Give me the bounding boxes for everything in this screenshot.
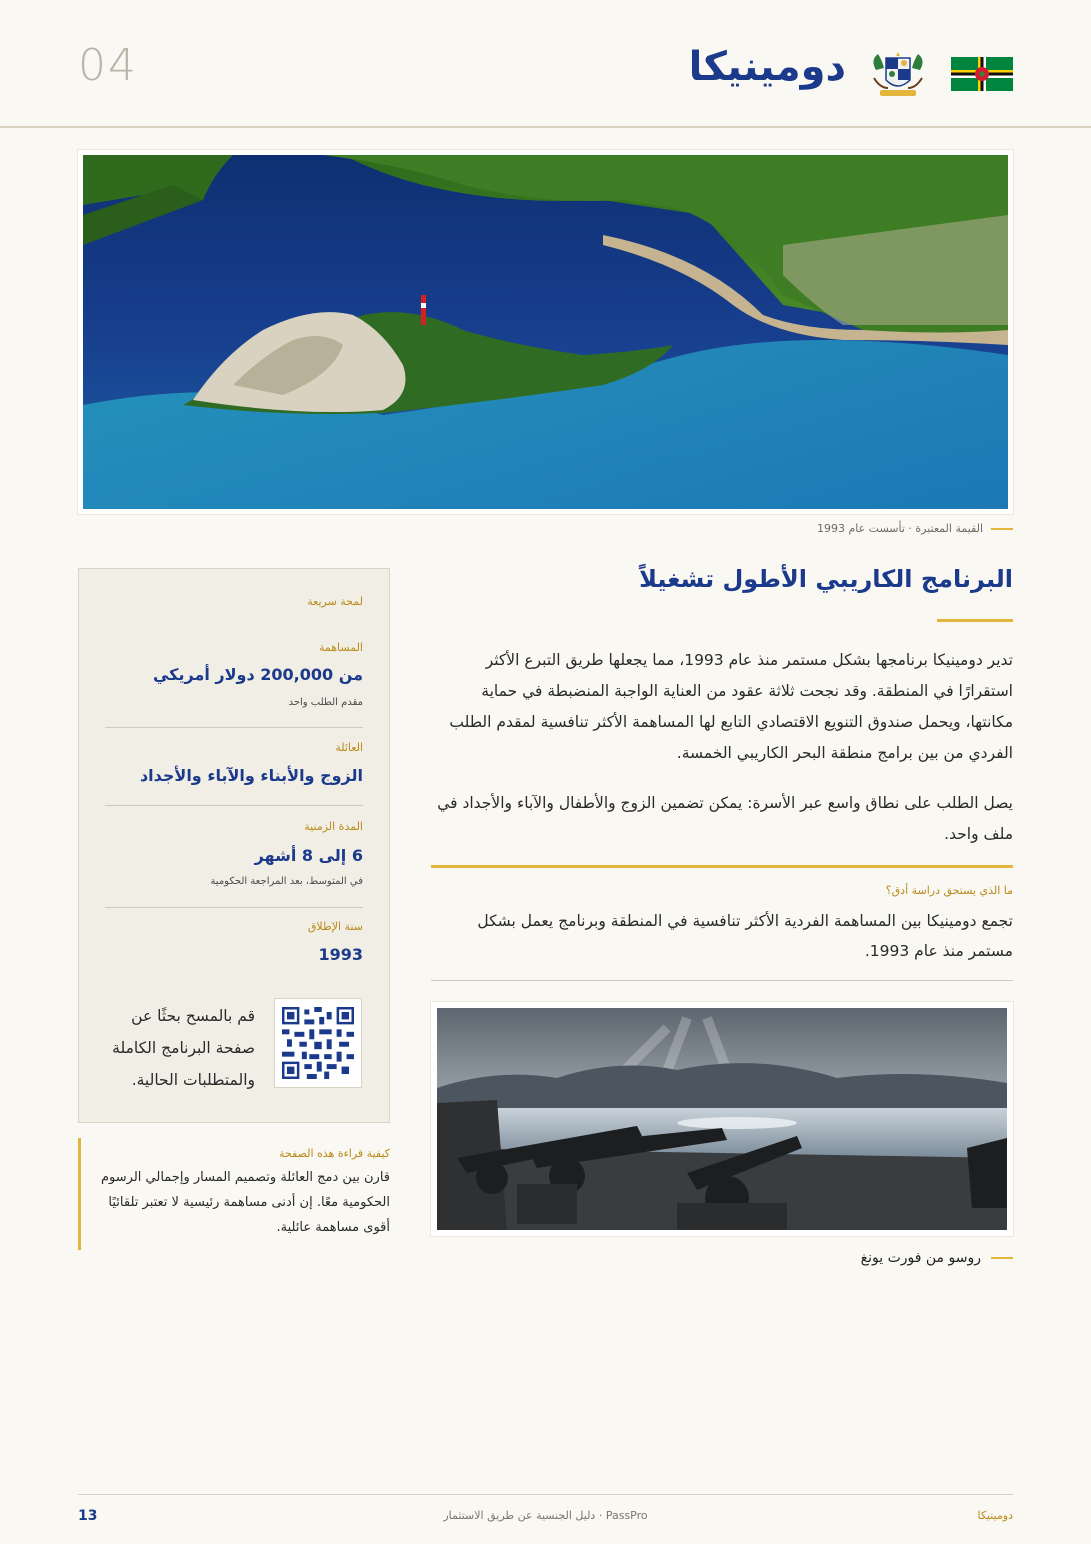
qr-code-icon — [275, 999, 361, 1087]
footer-page-number: 13 — [78, 1508, 98, 1524]
facts-divider — [105, 727, 363, 728]
page-number: 04 — [78, 40, 138, 91]
family-value: الزوج والأبناء والآباء والأجداد — [139, 766, 363, 785]
heading-underline — [937, 619, 1013, 622]
hero-caption — [817, 522, 1013, 535]
callout-bottom-rule — [431, 980, 1013, 981]
footer-country: دومينيكا — [977, 1509, 1013, 1522]
header-divider — [0, 126, 1091, 128]
duration-value: 6 إلى 8 أشهر — [254, 846, 363, 865]
body-paragraph-1: تدير دومينيكا برنامجها بشكل مستمر منذ عام 1993، مما يجعلها طريق التبرع الأكثر استقرارًا في المنطقة. وقد نجحت ثلاثة عقود من العناية الواجبة المنضبطة في حماية مكانتها، ويحمل صندوق التنويع الاقتصادي التابع لها المساهمة الأكثر تنافسية لمقدم الطلب الفردي من بين برامج منطقة البحر الكاريبي الخمسة. — [449, 651, 1013, 762]
howto-label: كيفية قراءة هذه الصفحة — [279, 1147, 390, 1160]
duration-sub: في المتوسط، بعد المراجعة الحكومية — [210, 876, 363, 887]
hero-caption-text: القيمة المعتبرة · تأسست عام 1993 — [816, 522, 983, 535]
page-title: دومينيكا — [688, 44, 846, 90]
contribution-label: المساهمة — [319, 641, 363, 654]
photo2-caption-text: روسو من فورت يونغ — [860, 1250, 981, 1266]
callout-label: ما الذي يستحق دراسة أدق؟ — [885, 884, 1013, 897]
callout-top-rule — [431, 865, 1013, 868]
fort-cannons-image — [437, 1008, 1007, 1230]
footer-publication: PassPro · دليل الجنسية عن طريق الاستثمار — [443, 1509, 648, 1522]
hero-island-image — [83, 155, 1008, 509]
contribution-value: من 200,000 دولار أمريكي — [152, 665, 363, 684]
footer-divider — [78, 1494, 1013, 1495]
quick-facts-title: لمحة سريعة — [307, 595, 363, 608]
launch-year-value: 1993 — [318, 945, 363, 964]
duration-label: المدة الزمنية — [304, 820, 363, 833]
photo2-caption — [861, 1250, 1013, 1266]
howto-text: قارن بين دمج العائلة وتصميم المسار وإجمالي الرسوم الحكومية معًا. إن أدنى مساهمة رئيسية لا تعتبر تلقائيًا أقوى مساهمة عائلية. — [101, 1170, 390, 1235]
qr-instructions: قم بالمسح بحثًا عن صفحة البرنامج الكاملة والمتطلبات الحالية. — [112, 1007, 255, 1089]
section-heading: البرنامج الكاريبي الأطول تشغيلاً — [639, 565, 1013, 593]
family-label: العائلة — [335, 741, 363, 754]
dominica-flag-icon — [951, 57, 1013, 91]
hero-image-frame — [78, 150, 1013, 514]
launch-year-label: سنة الإطلاق — [307, 920, 363, 933]
fort-photo-frame — [431, 1002, 1013, 1236]
facts-divider — [105, 907, 363, 908]
howto-accent-bar — [78, 1138, 81, 1250]
caption-dash — [991, 1257, 1013, 1259]
caption-dash — [991, 528, 1013, 530]
coat-of-arms-icon — [866, 48, 930, 100]
qr-code[interactable] — [274, 998, 362, 1088]
contribution-sub: مقدم الطلب واحد — [288, 697, 363, 708]
callout-text: تجمع دومينيكا بين المساهمة الفردية الأكثر تنافسية في المنطقة وبرنامج يعمل بشكل مستمر منذ عام 1993. — [477, 912, 1013, 960]
facts-divider — [105, 805, 363, 806]
body-paragraph-2: يصل الطلب على نطاق واسع عبر الأسرة: يمكن تضمين الزوج والأطفال والآباء والأجداد في ملف واحد. — [437, 794, 1013, 843]
